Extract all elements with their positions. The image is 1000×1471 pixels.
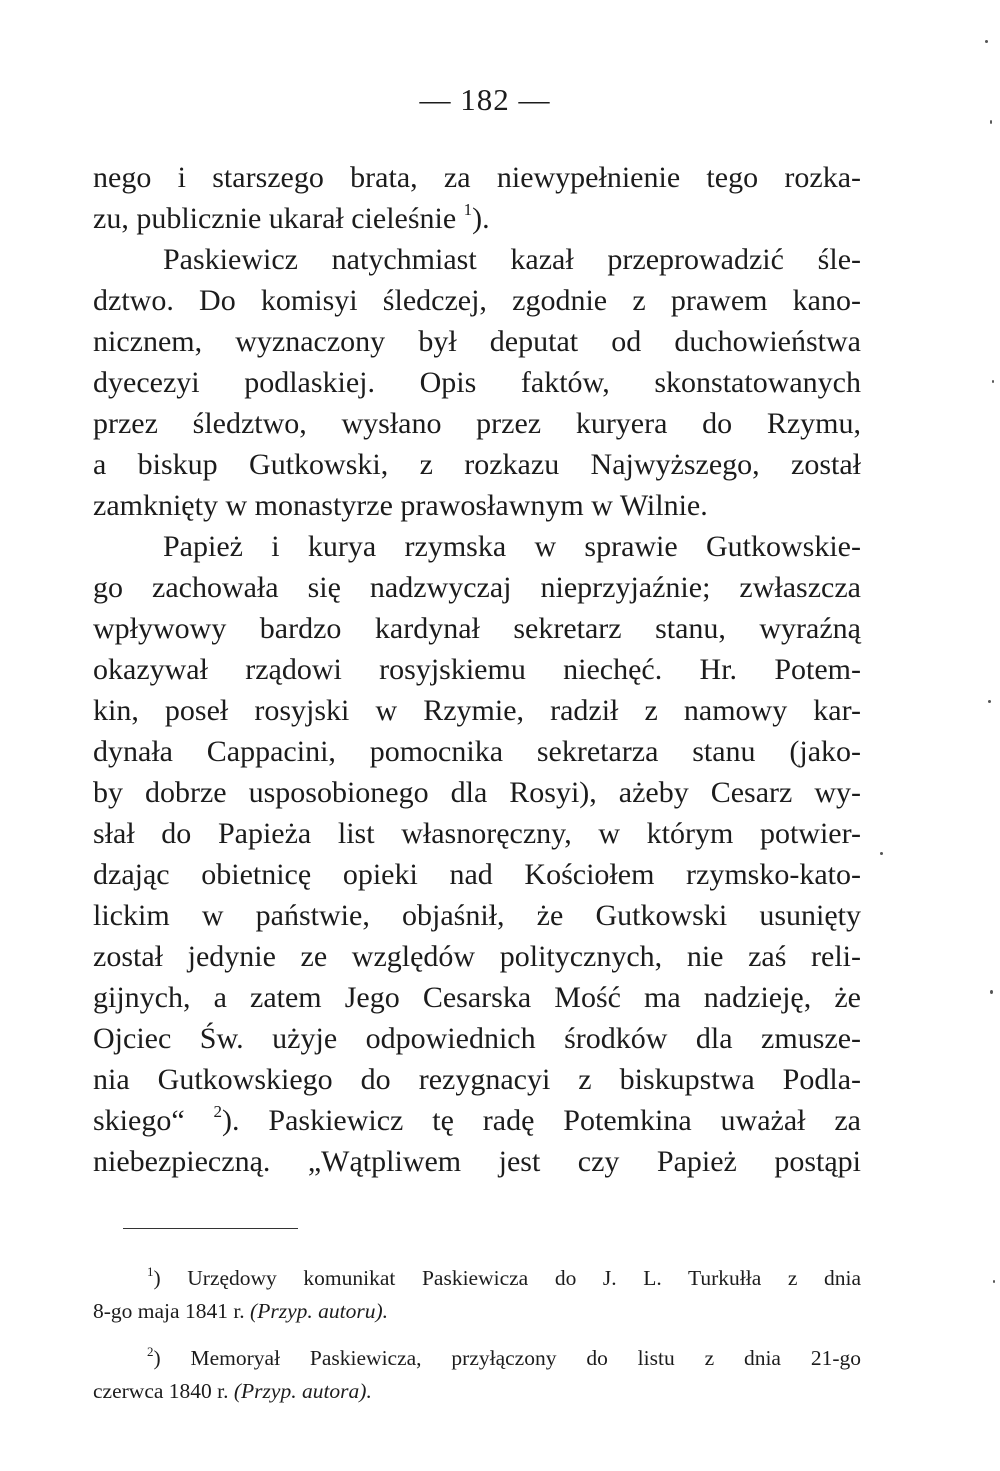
text-line (93, 1100, 861, 1141)
text-line (93, 936, 861, 977)
text-line (93, 608, 861, 649)
footnote-text: 8-go maja 1841 r. (93, 1299, 251, 1323)
text-line (93, 444, 861, 485)
footnote-reference: 2 (213, 1102, 223, 1121)
text-line (93, 485, 861, 526)
text-line (93, 403, 861, 444)
text-line (93, 362, 861, 403)
text-line (93, 1018, 861, 1059)
line-text: dzając obietnicę opieki nad Kościołem rzymsko-kato- (93, 858, 861, 891)
main-text (93, 157, 861, 1182)
footnote-reference: 1 (463, 200, 473, 219)
text-line (93, 690, 861, 731)
footnote-line (93, 1375, 861, 1408)
line-text: go zachowała się nadzwyczaj nieprzyjaźnie; zwłaszcza (93, 571, 861, 604)
footnote-marker: 1 (147, 1264, 154, 1279)
footnote-line (93, 1342, 861, 1375)
footnote-marker: 2 (147, 1344, 154, 1359)
line-text: ). Paskiewicz tę radę Potemkina uważał za (222, 1104, 861, 1137)
line-text: gijnych, a zatem Jego Cesarska Mość ma nadzieję, że (93, 981, 861, 1014)
line-text: niebezpieczną. „Wątpliwem jest czy Papież postąpi (93, 1145, 861, 1178)
text-line (93, 649, 861, 690)
page-number: — 182 — (419, 82, 551, 117)
text-line (93, 813, 861, 854)
scan-speck (988, 700, 991, 703)
line-text: a biskup Gutkowski, z rozkazu Najwyższego, został (93, 448, 861, 481)
footnote-text: czerwca 1840 r. (93, 1379, 234, 1403)
text-line (93, 854, 861, 895)
line-text: dztwo. Do komisyi śledczej, zgodnie z prawem kano- (93, 284, 861, 317)
text-line (93, 977, 861, 1018)
line-text: okazywał rządowi rosyjskiemu niechęć. Hr. Potem- (93, 653, 861, 686)
line-text: dynała Cappacini, pomocnika sekretarza stanu (jako- (93, 735, 861, 768)
footnotes (93, 1262, 861, 1408)
footnote-line (93, 1295, 861, 1328)
text-line (93, 526, 861, 567)
line-text: lickim w państwie, objaśnił, że Gutkowski usunięty (93, 899, 861, 932)
footnote-attribution: (Przyp. autoru). (250, 1299, 388, 1323)
line-text: Ojciec Św. użyje odpowiednich środków dla zmusze- (93, 1022, 861, 1055)
line-text: nego i starszego brata, za niewypełnienie tego rozka- (93, 161, 861, 194)
footnote-text: ) Memoryał Paskiewicza, przyłączony do listu z dnia 21-go (153, 1346, 861, 1370)
line-text: zu, publicznie ukarał cieleśnie (93, 202, 464, 235)
scan-speck (992, 380, 994, 383)
scan-speck (993, 1280, 995, 1283)
line-text: wpływowy bardzo kardynał sekretarz stanu, wyraźną (93, 612, 861, 645)
line-text: skiego“ (93, 1104, 214, 1137)
text-line (93, 567, 861, 608)
scan-speck (990, 120, 992, 124)
text-line (93, 731, 861, 772)
line-text: przez śledztwo, wysłano przez kuryera do Rzymu, (93, 407, 861, 440)
text-line (93, 280, 861, 321)
footnote-line (93, 1262, 861, 1295)
footnote-divider (123, 1228, 298, 1229)
text-line (93, 157, 861, 198)
line-text: został jedynie ze względów politycznych, nie zaś reli- (93, 940, 861, 973)
line-text: zamknięty w monastyrze prawosławnym w Wilnie. (93, 489, 708, 522)
line-text: nia Gutkowskiego do rezygnacyi z biskupstwa Podla- (93, 1063, 861, 1096)
scan-speck (985, 40, 988, 43)
line-text: ). (472, 202, 490, 235)
scan-speck (990, 990, 993, 994)
scan-speck (880, 852, 883, 855)
text-line (93, 321, 861, 362)
text-line (93, 1141, 861, 1182)
text-line (93, 772, 861, 813)
footnote-attribution: (Przyp. autora). (233, 1379, 372, 1403)
text-line (93, 1059, 861, 1100)
line-text: Paskiewicz natychmiast kazał przeprowadzić śle- (163, 243, 861, 276)
line-text: słał do Papieża list własnoręczny, w którym potwier- (93, 817, 861, 850)
footnote-text: ) Urzędowy komunikat Paskiewicza do J. L. Turkułła z dnia (153, 1266, 861, 1290)
line-text: by dobrze usposobionego dla Rosyi), ażeby Cesarz wy- (93, 776, 861, 809)
line-text: dyecezyi podlaskiej. Opis faktów, skonstatowanych (93, 366, 861, 399)
line-text: Papież i kurya rzymska w sprawie Gutkowskie- (163, 530, 861, 563)
text-line (93, 895, 861, 936)
text-line (93, 239, 861, 280)
line-text: kin, poseł rosyjski w Rzymie, radził z namowy kar- (93, 694, 861, 727)
line-text: nicznem, wyznaczony był deputat od duchowieństwa (93, 325, 861, 358)
text-line (93, 198, 861, 239)
